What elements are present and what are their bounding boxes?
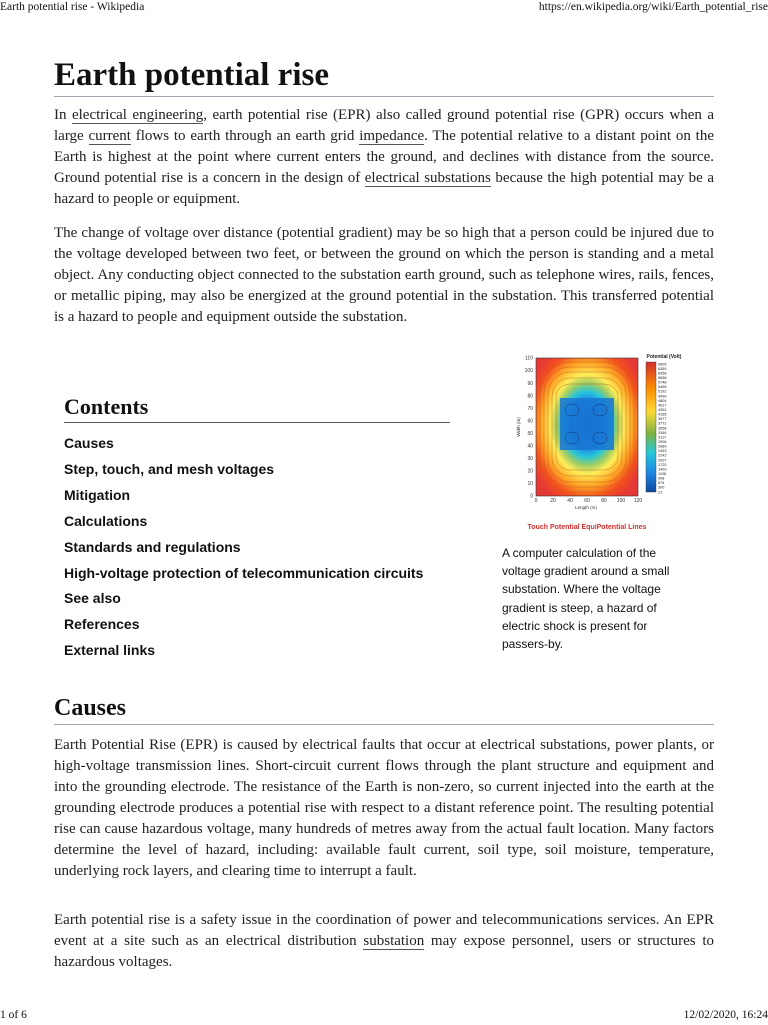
y-tick-label: 40 bbox=[527, 443, 533, 450]
colorbar-tick-label: 2453 bbox=[658, 449, 667, 454]
colorbar-tick-label: 5458 bbox=[658, 385, 667, 390]
x-axis-label-text: Length (m) bbox=[575, 505, 597, 510]
colorbar-tick-label: 4165 bbox=[658, 412, 667, 417]
intro-text: because the high potential may be a hazard to people or equipment. bbox=[54, 170, 714, 207]
toc-title: Contents bbox=[64, 392, 450, 423]
toc-item-references[interactable]: References bbox=[64, 616, 140, 633]
x-axis-ticks bbox=[535, 498, 643, 504]
causes-paragraph-1: Earth Potential Rise (EPR) is caused by electrical faults that occur at electrical substations, power plants, or high-voltage transmission lines. Short-circuit current flows through the plant structure and equipment and into the grounding electrode. The resistance of the Earth is non-zero, so current injected into the earth at the grounding electrode produces a potential rise with respect to a distant reference point. The resulting potential rise can cause hazardous voltage, many hundreds of metres away from the actual fault location. Many factors determine the level of hazard, including: available fault current, soil type, soil moisture, temperature, underlying rock layers, and clearing time to interrupt a fault. bbox=[54, 737, 714, 879]
colorbar-tick-label: 5192 bbox=[658, 389, 667, 394]
potential-contour-plot bbox=[496, 352, 686, 534]
intro-paragraph-1 bbox=[54, 105, 714, 210]
intro-text: flows to earth through an earth grid bbox=[130, 128, 360, 144]
y-tick-label: 20 bbox=[527, 468, 533, 475]
colorbar-tick-label: 21 bbox=[658, 490, 663, 495]
figure-caption: A computer calculation of the voltage gradient around a small substation. Where the voltage gradient is steep, a hazard of electric shock is present for passers-by. bbox=[502, 546, 670, 652]
colorbar-tick-label: 2689 bbox=[658, 444, 667, 449]
toc-list bbox=[64, 431, 450, 664]
colorbar-title: Potential (Volt) bbox=[646, 354, 682, 360]
colorbar-tick-label: 2242 bbox=[658, 453, 667, 458]
x-tick-label: 40 bbox=[567, 498, 573, 504]
colorbar-tick-label: 6058 bbox=[658, 371, 667, 376]
toc-item-calculations[interactable]: Calculations bbox=[64, 512, 148, 529]
intro-text: . The potential relative to a distant point on the Earth is highest at the point where current enters the ground, and declines with distance from the source. Ground potential rise is a concern in the design of bbox=[54, 128, 714, 186]
intro-paragraph-2: The change of voltage over distance (potential gradient) may be so high that a person could be injured due to the voltage developed between two feet, or between the ground on which the person is standing and a metal object. Any conducting object connected to the substation earth ground, such as telephone wires, rails, fences, or metallic piping, may also be energized at the ground potential in the substation. This transferred potential is a hazard to people and equipment outside the substation. bbox=[54, 225, 714, 325]
chart-title: Touch Potential EquiPotential Lines bbox=[527, 524, 647, 531]
colorbar-tick-label: 1403 bbox=[658, 467, 667, 472]
toc-item-step-touch-and-mesh-voltages[interactable]: Step, touch, and mesh voltages bbox=[64, 460, 275, 477]
colorbar-tick-label: 6359 bbox=[658, 366, 667, 371]
x-tick-label: 20 bbox=[550, 498, 556, 504]
colorbar-tick-label: 574 bbox=[658, 481, 665, 486]
colorbar-tick-label: 5836 bbox=[658, 376, 667, 381]
intro-text: , earth potential rise (EPR) also called ground potential rise (GPR) occurs when a large bbox=[54, 107, 714, 144]
y-tick-label: 70 bbox=[527, 405, 533, 412]
toc-item-standards-and-regulations[interactable]: Standards and regulations bbox=[64, 538, 241, 555]
colorbar-tick-label: 3558 bbox=[658, 426, 667, 431]
colorbar-tick-label: 4391 bbox=[658, 408, 667, 413]
causes-paragraph-2 bbox=[54, 910, 714, 973]
colorbar-tick-label: 1108 bbox=[658, 472, 667, 477]
y-axis-label: Width (m) bbox=[516, 417, 521, 437]
print-timestamp: 12/02/2020, 16:24 bbox=[683, 1009, 768, 1021]
x-tick-label: 80 bbox=[601, 498, 607, 504]
causes-link-substation[interactable]: substation bbox=[363, 933, 425, 949]
colorbar-tick-label: 3977 bbox=[658, 417, 667, 422]
colorbar-tick-label: 300 bbox=[658, 485, 665, 490]
y-tick-label: 100 bbox=[524, 368, 533, 375]
y-tick-label: 90 bbox=[527, 380, 533, 387]
x-tick-label: 0 bbox=[534, 498, 538, 504]
intro-link-electrical-substations[interactable]: electrical substations bbox=[364, 170, 491, 186]
colorbar-tick-label: 6605 bbox=[658, 362, 667, 367]
section-heading-causes: Causes bbox=[54, 693, 714, 725]
x-tick-label: 120 bbox=[633, 498, 643, 504]
page-title: Earth potential rise bbox=[54, 56, 714, 97]
x-tick-label: 60 bbox=[584, 498, 590, 504]
colorbar-tick-label: 1720 bbox=[658, 462, 667, 467]
table-of-contents bbox=[64, 392, 450, 664]
colorbar bbox=[646, 362, 656, 492]
colorbar-tick-label: 3346 bbox=[658, 430, 667, 435]
colorbar-ticks bbox=[658, 362, 666, 494]
page-indicator: 1 of 6 bbox=[0, 1009, 27, 1021]
causes-text: may expose personnel, users or structures to hazardous voltages. bbox=[54, 933, 714, 970]
print-footer bbox=[0, 1009, 768, 1025]
page-tab-title: Earth potential rise - Wikipedia bbox=[0, 1, 145, 13]
y-tick-label: 30 bbox=[527, 456, 533, 463]
toc-item-high-voltage-protection-of-telecommunication-circuits[interactable]: High-voltage protection of telecommunication circuits bbox=[64, 564, 424, 581]
y-tick-label: 80 bbox=[527, 393, 533, 400]
y-tick-label: 0 bbox=[530, 493, 533, 500]
toc-item-see-also[interactable]: See also bbox=[64, 590, 121, 607]
intro-link-current[interactable]: current bbox=[88, 128, 131, 144]
toc-item-external-links[interactable]: External links bbox=[64, 642, 156, 659]
colorbar-tick-label: 4804 bbox=[658, 398, 667, 403]
toc-item-causes[interactable]: Causes bbox=[64, 435, 114, 451]
y-tick-label: 110 bbox=[525, 355, 533, 362]
colorbar-tick-label: 908 bbox=[658, 476, 665, 481]
colorbar-tick-label: 3771 bbox=[658, 421, 667, 426]
colorbar-tick-label: 2906 bbox=[658, 440, 667, 445]
colorbar-tick-label: 3117 bbox=[658, 435, 667, 440]
toc-item-mitigation[interactable]: Mitigation bbox=[64, 486, 131, 503]
y-tick-label: 60 bbox=[527, 418, 533, 425]
intro-link-impedance[interactable]: impedance bbox=[359, 128, 425, 144]
colorbar-tick-label: 2027 bbox=[658, 458, 667, 463]
colorbar-tick-label: 4617 bbox=[658, 403, 667, 408]
colorbar-tick-label: 4990 bbox=[658, 394, 667, 399]
x-tick-label: 100 bbox=[616, 498, 626, 504]
print-header bbox=[0, 1, 768, 17]
intro-text: In bbox=[54, 107, 72, 123]
intro-link-electrical-engineering[interactable]: electrical engineering bbox=[71, 107, 204, 123]
colorbar-tick-label: 5748 bbox=[658, 380, 667, 385]
y-tick-label: 10 bbox=[527, 481, 533, 488]
causes-text: Earth potential rise is a safety issue in the coordination of power and telecommunications services. An EPR event at a site such as an electrical distribution bbox=[54, 912, 714, 949]
y-axis-ticks bbox=[525, 356, 534, 500]
figure-voltage-gradient bbox=[496, 352, 686, 653]
y-tick-label: 50 bbox=[527, 430, 533, 437]
page-url[interactable]: https://en.wikipedia.org/wiki/Earth_potential_rise bbox=[538, 1, 768, 13]
